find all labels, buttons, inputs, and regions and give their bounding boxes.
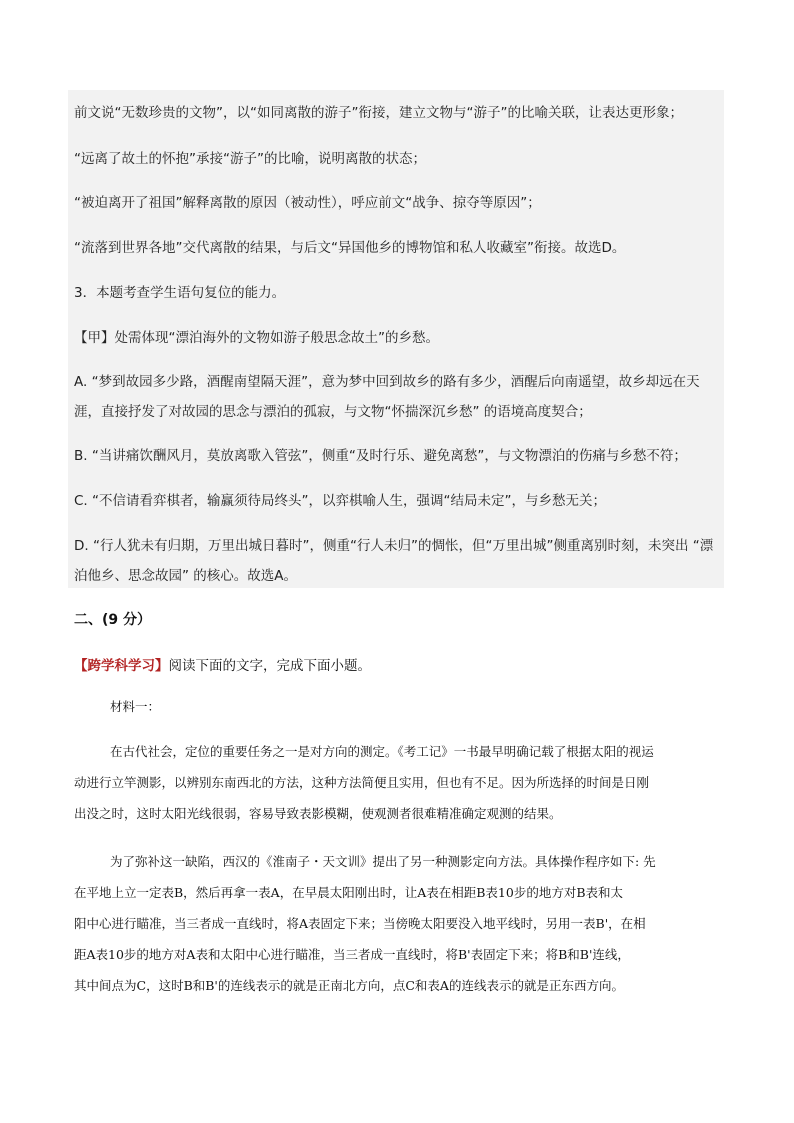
section-intro (74, 654, 371, 674)
material-p1-line-1: 在古代社会，定位的重要任务之一是对方向的测定。《考工记》一书最早明确记载了根据太阳的视运 (110, 744, 654, 759)
material-p1-line-3: 出没之时，这时太阳光线很弱，容易导致表影模糊，使观测者很难精准确定观测的结果。 (74, 806, 562, 821)
intro-text: 阅读下面的文字，完成下面小题。 (168, 658, 371, 674)
material-p2-line-1: 为了弥补这一缺陷，西汉的《淮南子・天文训》提出了另一种测影定向方法。具体操作程序如下: 先 (110, 854, 656, 869)
material-p2-line-5: 其中间点为C，这时B和B'的连线表示的就是正南北方向，点C和表A的连线表示的就是正东西方向。 (74, 978, 624, 993)
option-d-line-2: 泊他乡、思念故园” 的核心。故选A。 (74, 568, 298, 584)
material-p2-line-3: 阳中心进行瞄准，当三者成一直线时，将A表固定下来；当傍晚太阳要没入地平线时，另用一表B'，在相 (74, 916, 646, 931)
section-title: 二、(9 分） (74, 612, 152, 628)
option-d-line-1: D. “行人犹未有归期，万里出城日暮时”，侧重“行人未归”的惆怅，但“万里出城”侧重离别时刻，未突出 “漂 (74, 538, 714, 554)
material-p1-line-2: 动进行立竿测影，以辨别东南西北的方法，这种方法简便且实用，但也有不足。因为所选择的时间是日刚 (74, 775, 650, 790)
answer-line-2: “远离了故土的怀抱”承接“游子”的比喻，说明离散的状态； (74, 151, 426, 167)
material-label: 材料一： (110, 699, 161, 714)
material-p2-line-4: 距A表10步的地方对A表和太阳中心进行瞄准，当三者成一直线时，将B'表固定下来；将B和B'连线， (74, 947, 630, 962)
material-p2-line-2: 在平地上立一定表B，然后再拿一表A，在早晨太阳刚出时，让A表在相距B表10步的地方对B表和太 (74, 885, 624, 900)
question-3-note: 3．本题考查学生语句复位的能力。 (74, 285, 286, 301)
jia-requirement: 【甲】处需体现“漂泊海外的文物如游子般思念故土”的乡愁。 (74, 330, 439, 346)
option-b: B. “当讲痛饮酬风月，莫放离歌入管弦”，侧重“及时行乐、避免离愁”，与文物漂泊的伤痛与乡愁不符； (74, 448, 687, 464)
intro-tag: 【跨学科学习】 (74, 658, 169, 674)
answer-line-3: “被迫离开了祖国”解释离散的原因（被动性），呼应前文“战争、掠夺等原因”； (74, 195, 541, 211)
option-a-line-1: A. “梦到故园多少路，酒醒南望隔天涯”，意为梦中回到故乡的路有多少，酒醒后向南遥望，故乡却远在天 (74, 374, 700, 390)
option-a-line-2: 涯，直接抒发了对故园的思念与漂泊的孤寂，与文物“怀揣深沉乡愁” 的语境高度契合； (74, 404, 592, 420)
option-c: C. “不信请看弈棋者，输赢须待局终头”，以弈棋喻人生，强调“结局未定”，与乡愁无关； (74, 493, 606, 509)
answer-line-4: “流落到世界各地”交代离散的结果，与后文“异国他乡的博物馆和私人收藏室”衔接。故选D。 (74, 240, 626, 256)
answer-line-1: 前文说“无数珍贵的文物”，以“如同离散的游子”衔接，建立文物与“游子”的比喻关联，让表达更形象； (74, 105, 683, 121)
